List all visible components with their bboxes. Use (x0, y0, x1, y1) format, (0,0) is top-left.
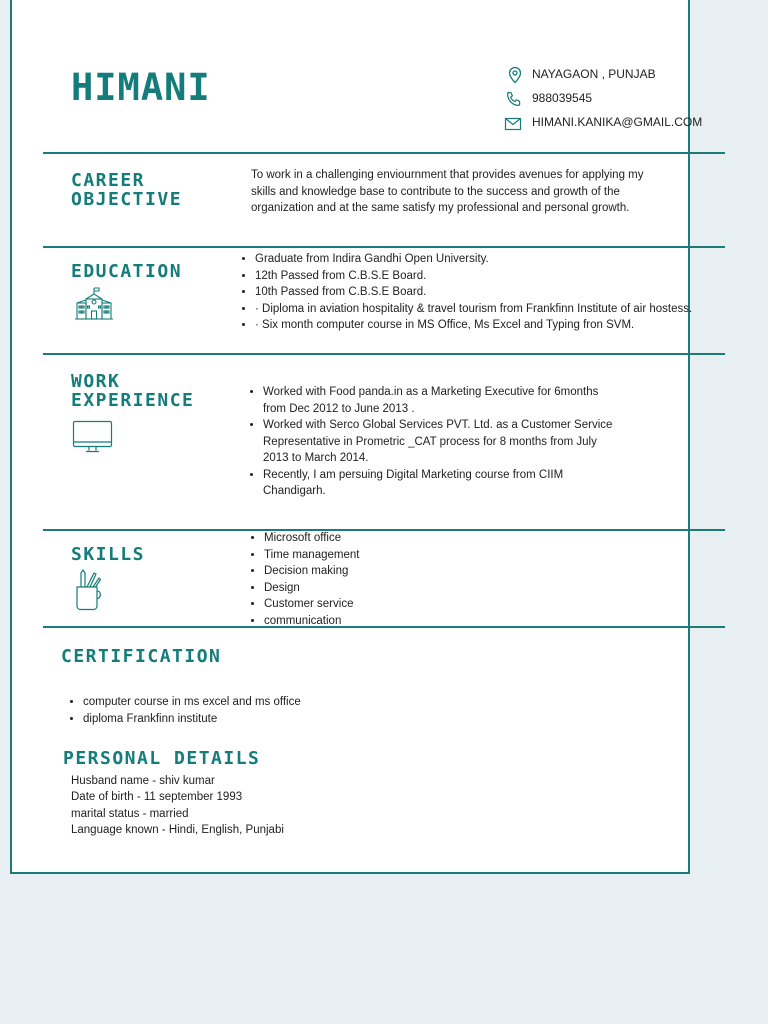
contact-location: NAYAGAON , PUNJAB (532, 67, 656, 81)
list-item: • Microsoft office (264, 530, 484, 547)
section-divider (43, 246, 725, 248)
location-pin-icon (506, 66, 524, 84)
date-of-birth: Date of birth - 11 september 1993 (71, 791, 243, 804)
education-list (235, 251, 695, 334)
list-item: • communication (264, 613, 484, 630)
monitor-icon (72, 420, 114, 454)
list-item: • diploma Frankfinn institute (83, 711, 483, 728)
work-experience-heading-line1: WORK (71, 371, 121, 392)
skills-heading: SKILLS (71, 544, 146, 565)
husband-name: Husband name - shiv kumar (71, 775, 215, 787)
skills-list (244, 530, 484, 629)
marital-status: marital status - married (71, 807, 189, 820)
pencil-cup-icon (72, 569, 104, 611)
list-item: • Recently, I am persuing Digital Marketing course from CIIM Chandigarh. (263, 467, 623, 500)
work-experience-list (243, 384, 623, 500)
certification-heading: CERTIFICATION (61, 646, 222, 667)
contact-email: HIMANI.KANIKA@GMAIL.COM (532, 115, 703, 129)
list-item: • Worked with Food panda.in as a Marketing Executive for 6months from Dec 2012 to June 2013 . (263, 384, 623, 417)
work-experience-heading-line2: EXPERIENCE (71, 390, 195, 411)
career-objective-text: To work in a challenging enviournment that provides avenues for applying my skills and knowledge base to contribute to the success and growth of the organization and at the same satisfy my professional and personal growth. (251, 169, 644, 214)
list-item: • Graduate from Indira Gandhi Open University. (255, 251, 695, 268)
personal-details-block (71, 773, 284, 838)
email-icon (504, 115, 522, 133)
list-item: • 12th Passed from C.B.S.E Board. (255, 268, 695, 285)
list-item: • computer course in ms excel and ms office (83, 694, 483, 711)
work-experience-heading (71, 372, 194, 410)
list-item: • 10th Passed from C.B.S.E Board. (255, 284, 695, 301)
list-item: • Worked with Serco Global Services PVT. Ltd. as a Customer Service Representative in Prometric _CAT process for 8 months from July 2013 to March 2014. (263, 417, 623, 467)
phone-icon (505, 90, 523, 108)
section-divider (43, 353, 725, 355)
contact-phone: 988039545 (532, 91, 593, 105)
list-item: • Time management (264, 547, 484, 564)
candidate-name: HIMANI (71, 66, 211, 109)
languages-known: Language known - Hindi, English, Punjabi (71, 823, 284, 836)
personal-details-heading: PERSONAL DETAILS (63, 748, 261, 769)
education-heading: EDUCATION (71, 261, 183, 282)
list-item: • Customer service (264, 596, 484, 613)
list-item: • Design (264, 580, 484, 597)
section-divider (43, 152, 725, 154)
list-item: • · Six month computer course in MS Office, Ms Excel and Typing fron SVM. (255, 317, 695, 334)
certification-list (63, 694, 483, 727)
list-item: • · Diploma in aviation hospitality & travel tourism from Frankfinn Institute of air hostess. (255, 301, 695, 318)
list-item: • Decision making (264, 563, 484, 580)
school-icon (75, 287, 113, 321)
career-objective-heading-line2: OBJECTIVE (71, 189, 183, 210)
career-objective-heading-line1: CAREER (71, 170, 146, 191)
career-objective-heading (71, 171, 182, 209)
